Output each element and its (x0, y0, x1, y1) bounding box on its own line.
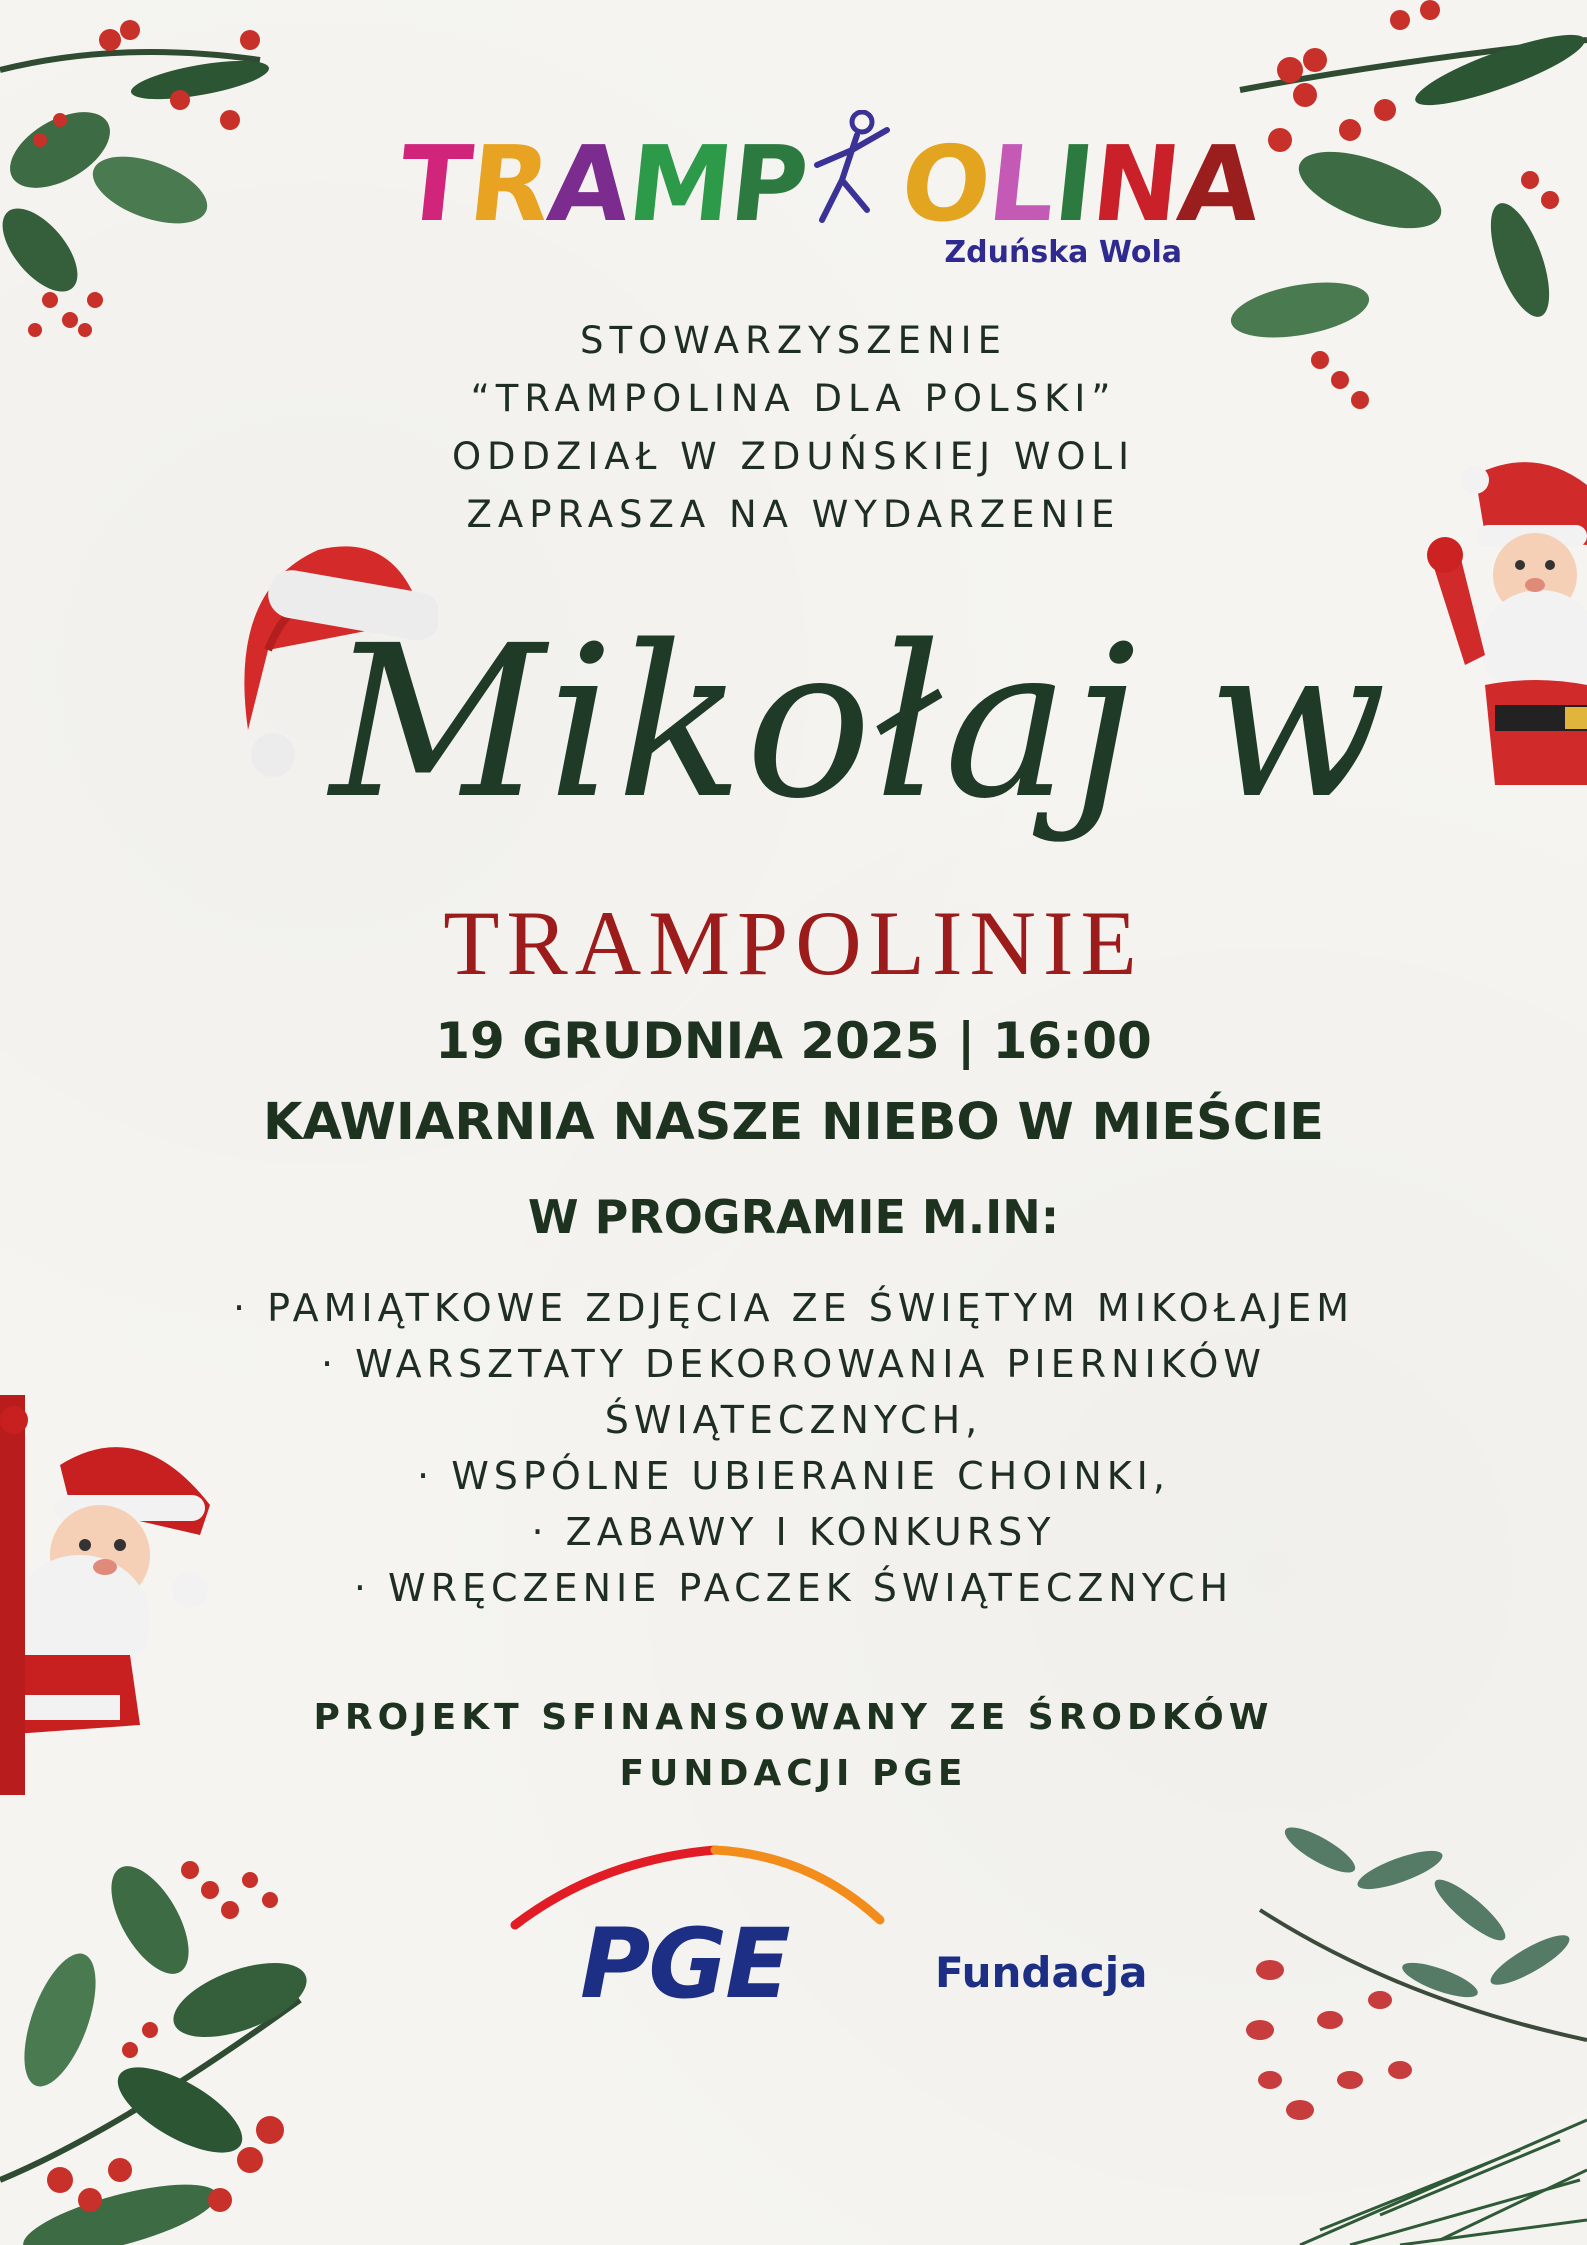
logo-letter: P (725, 123, 809, 245)
logo-letter: A (542, 123, 631, 245)
intro-line: ZAPRASZA NA WYDARZENIE (466, 493, 1121, 536)
funding-note (0, 1690, 1587, 1802)
organizer-intro (0, 312, 1587, 544)
intro-line: ODDZIAŁ W ZDUŃSKIEJ WOLI (451, 435, 1136, 478)
rosehip-branch-icon (1200, 1820, 1587, 2245)
intro-line: “TRAMPOLINA DLA POLSKI” (470, 377, 1117, 420)
logo-letter: L (982, 123, 1057, 245)
list-item: ŚWIĄTECZNYCH, (604, 1398, 983, 1442)
list-item: · WSPÓLNE UBIERANIE CHOINKI, (417, 1454, 1170, 1498)
event-subtitle: TRAMPOLINIE (443, 892, 1144, 994)
script-title: Mikołaj w (330, 600, 1389, 845)
logo-letter: R (463, 123, 551, 245)
logo-subtitle: Zduńska Wola (944, 235, 1182, 270)
list-item: · PAMIĄTKOWE ZDJĘCIA ZE ŚWIĘTYM MIKOŁAJEM (232, 1286, 1355, 1330)
logo-letter: O (895, 123, 991, 245)
holly-decoration-icon (0, 0, 300, 360)
funding-line: PROJEKT SFINANSOWANY ZE ŚRODKÓW (313, 1697, 1274, 1738)
logo-letter: T (393, 123, 472, 245)
logo-letter: M (622, 123, 733, 245)
holly-decoration-icon (0, 1850, 340, 2245)
fundacja-label: Fundacja (935, 1948, 1148, 1997)
logo-letter: A (1172, 123, 1260, 245)
trampolina-logo (393, 110, 1260, 270)
pge-wordmark: PGE (580, 1908, 789, 2020)
program-title: W PROGRAMIE M.IN: (527, 1190, 1060, 1244)
list-item: · ZABAWY I KONKURSY (531, 1510, 1056, 1554)
program-list (0, 1280, 1587, 1616)
event-venue: KAWIARNIA NASZE NIEBO W MIEŚCIE (262, 1093, 1325, 1152)
logo-letter: N (1086, 123, 1180, 245)
jumping-figure-icon (807, 110, 897, 240)
intro-line: STOWARZYSZENIE (580, 319, 1007, 362)
list-item: · WRĘCZENIE PACZEK ŚWIĄTECZNYCH (353, 1566, 1234, 1610)
funding-line: FUNDACJI PGE (619, 1753, 968, 1794)
pge-logo (510, 1840, 890, 2020)
list-item: · WARSZTATY DEKOROWANIA PIERNIKÓW (320, 1342, 1267, 1386)
event-date-time: 19 GRUDNIA 2025 | 16:00 (435, 1012, 1152, 1070)
logo-letter: I (1048, 123, 1094, 245)
